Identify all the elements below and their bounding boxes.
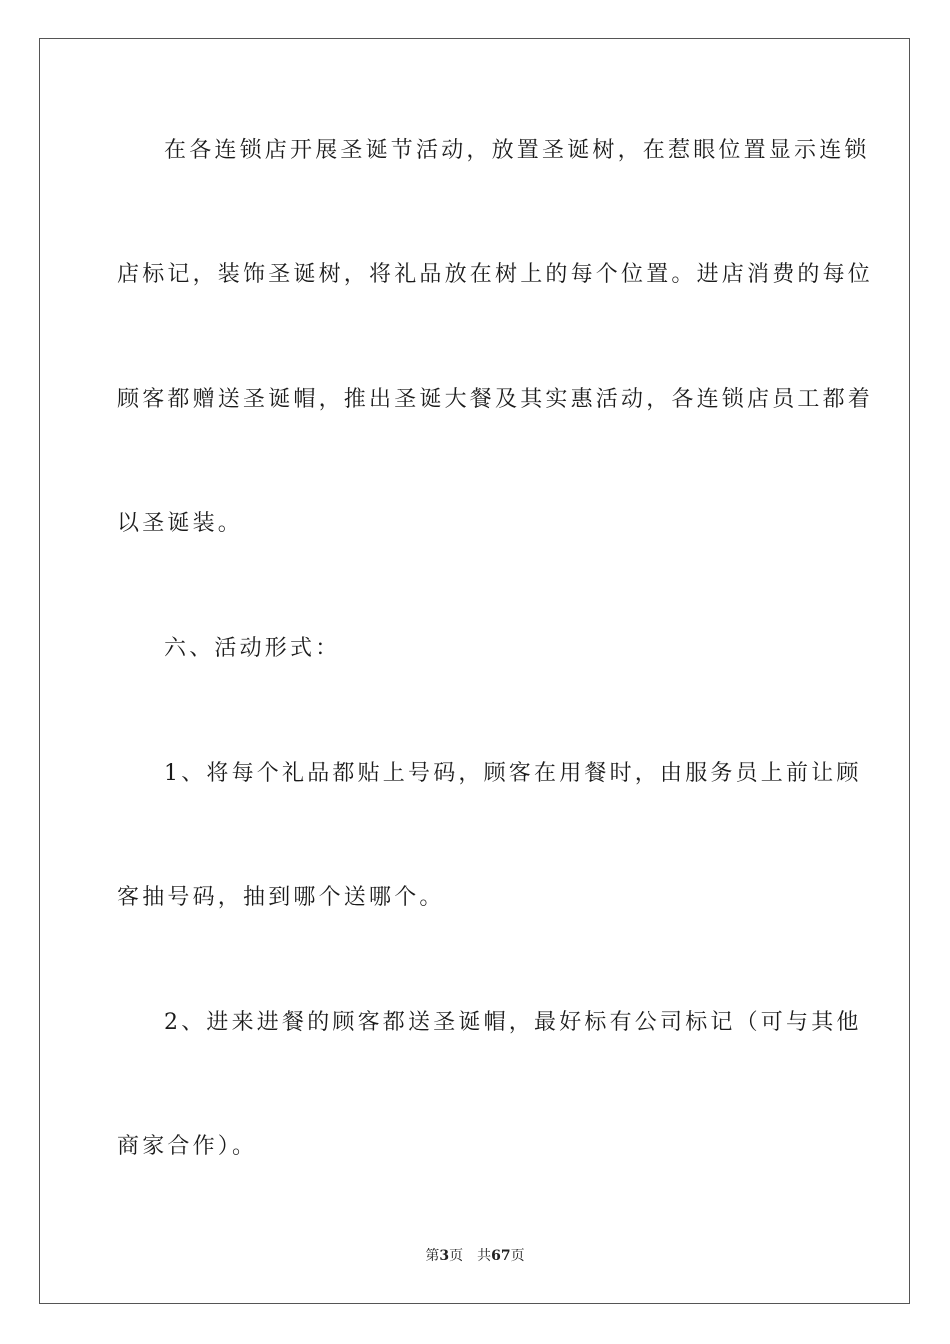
list-item-line: 1、将每个礼品都贴上号码，顾客在用餐时，由服务员上前让顾 [164,761,862,786]
list-item-line: 客抽号码，抽到哪个送哪个。 [117,885,445,910]
paragraph-line: 以圣诞装。 [117,511,244,536]
paragraph-line: 顾客都赠送圣诞帽，推出圣诞大餐及其实惠活动，各连锁店员工都着 [117,387,874,412]
page-suffix: 页 [449,1248,464,1264]
paragraph-line: 店标记，装饰圣诞树，将礼品放在树上的每个位置。进店消费的每位 [117,262,874,287]
list-item-line: 2、进来进餐的顾客都送圣诞帽，最好标有公司标记（可与其他 [164,1010,862,1035]
total-suffix: 页 [510,1248,525,1264]
page-prefix: 第 [425,1248,440,1264]
section-heading: 六、活动形式： [164,636,341,661]
paragraph-line: 在各连锁店开展圣诞节活动，放置圣诞树，在惹眼位置显示连锁 [164,138,870,163]
page-number: 3 [439,1248,450,1264]
page-footer [0,1246,950,1266]
total-prefix: 共 [477,1248,492,1264]
page-border [39,38,910,1304]
total-pages: 67 [491,1248,511,1264]
list-item-line: 商家合作）。 [117,1134,258,1159]
